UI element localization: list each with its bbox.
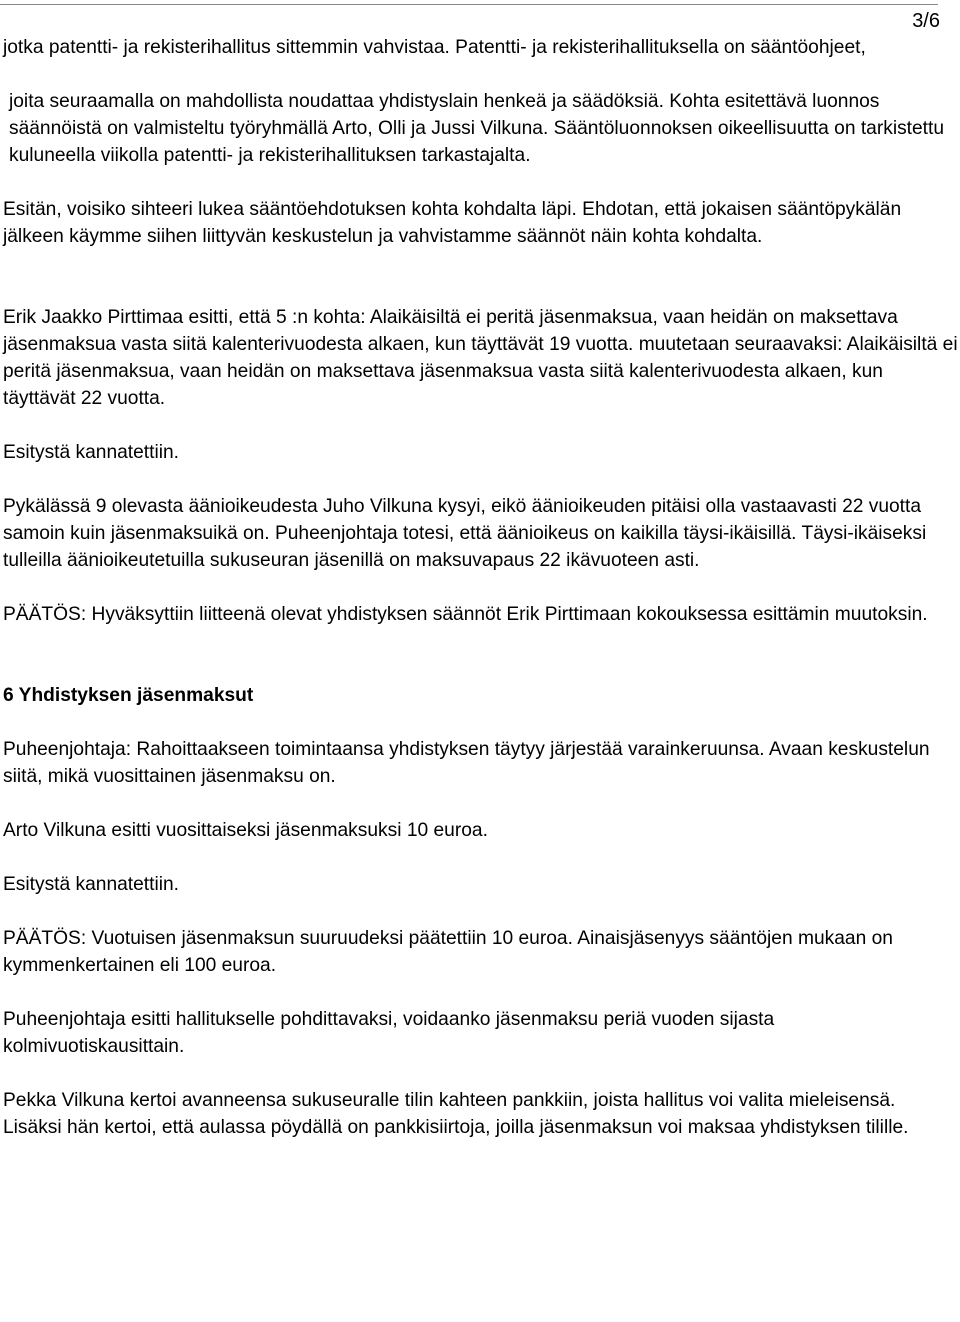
paragraph: jotka patentti- ja rekisterihallitus sittemmin vahvistaa. Patentti- ja rekisterihallituksella on sääntöohjeet, [3, 37, 866, 58]
paragraph: Puheenjohtaja: Rahoittaakseen toimintaansa yhdistyksen täytyy järjestää varainkeruunsa. Avaan keskustelun siitä, mikä vuosittainen jäsenmaksu on. [3, 739, 930, 787]
paragraph: Esitän, voisiko sihteeri lukea sääntöehdotuksen kohta kohdalta läpi. Ehdotan, että jokaisen sääntöpykälän jälkeen käymme siihen liittyvän keskustelun ja vahvistamme säännöt näin kohta kohdalta. [3, 199, 902, 247]
paragraph: joita seuraamalla on mahdollista noudattaa yhdistyslain henkeä ja säädöksiä. Kohta esitettävä luonnos säännöistä on valmisteltu työryhmällä Arto, Olli ja Jussi Vilkuna. Sääntöluonnoksen oikeellisuutta on tarkistettu kuluneella viikolla patentti- ja rekisterihallituksen tarkastajalta. [9, 91, 945, 166]
decision-paragraph: PÄÄTÖS: Vuotuisen jäsenmaksun suuruudeksi päätettiin 10 euroa. Ainaisjäsenyys sääntöjen mukaan on kymmenkertainen eli 100 euroa. [3, 928, 893, 976]
paragraph: Pekka Vilkuna kertoi avanneensa sukuseuralle tilin kahteen pankkiin, joista hallitus voi valita mieleisensä. Lisäksi hän kertoi, että aulassa pöydällä on pankkisiirtoja, joilla jäsenmaksun voi maksaa yhdistyksen tilille. [3, 1090, 909, 1138]
paragraph: Esitystä kannatettiin. [3, 874, 179, 895]
paragraph: Erik Jaakko Pirttimaa esitti, että 5 :n kohta: Alaikäisiltä ei peritä jäsenmaksua, vaan heidän on maksettava jäsenmaksua vasta siitä kalenterivuodesta alkaen, kun täyttävät 19 vuotta. muutetaan seuraavaksi: Alaikäisiltä ei peritä jäsenmaksua, vaan heidän on maksettava jäsenmaksua vasta siitä kalenterivuodesta alkaen, kun täyttävät 22 vuotta. [3, 307, 958, 409]
paragraph: Esitystä kannatettiin. [3, 442, 179, 463]
document-body [3, 34, 958, 1141]
header-rule [0, 4, 938, 5]
paragraph: Arto Vilkuna esitti vuosittaiseksi jäsenmaksuksi 10 euroa. [3, 820, 488, 841]
section-heading: 6 Yhdistyksen jäsenmaksut [3, 685, 254, 706]
page-number: 3/6 [912, 10, 940, 32]
paragraph: Pykälässä 9 olevasta äänioikeudesta Juho Vilkuna kysyi, eikö äänioikeuden pitäisi olla vastaavasti 22 vuotta samoin kuin jäsenmaksuikä on. Puheenjohtaja totesi, että äänioikeus on kaikilla täysi-ikäisillä. Täysi-ikäiseksi tulleilla äänioikeutetuilla sukuseuran jäsenillä on maksuvapaus 22 ikävuoteen asti. [3, 496, 927, 571]
paragraph: Puheenjohtaja esitti hallitukselle pohdittavaksi, voidaanko jäsenmaksu periä vuoden sijasta kolmivuotiskausittain. [3, 1009, 775, 1057]
decision-paragraph: PÄÄTÖS: Hyväksyttiin liitteenä olevat yhdistyksen säännöt Erik Pirttimaan kokouksessa esittämin muutoksin. [3, 604, 928, 625]
